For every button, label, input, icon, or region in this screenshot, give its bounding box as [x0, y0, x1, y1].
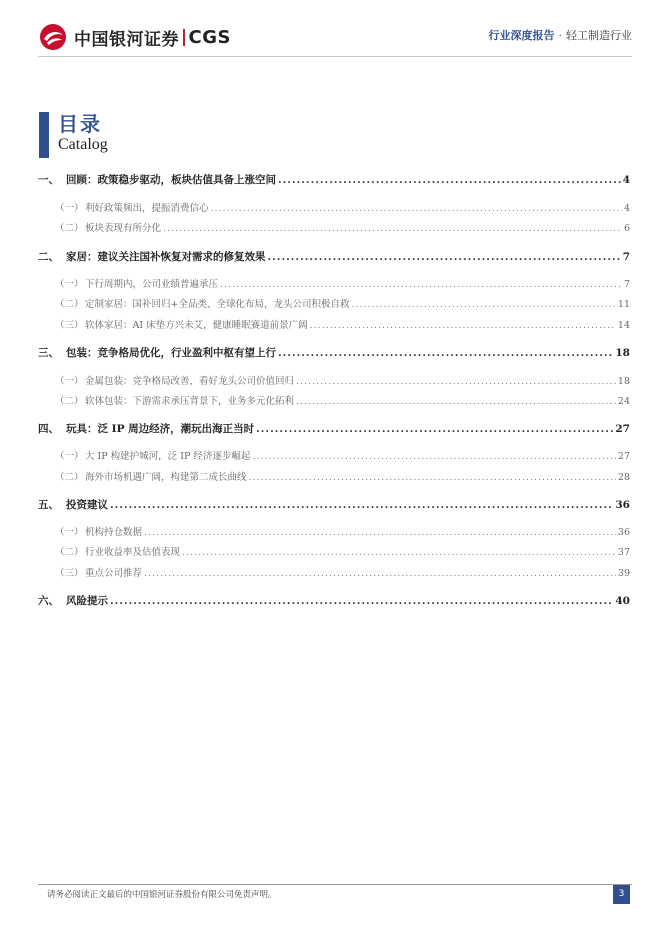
toc-section-entry[interactable] [38, 296, 630, 310]
toc-entry-page: 40 [615, 595, 630, 607]
page-header [0, 0, 662, 60]
toc-entry-title: 重点公司推荐 [85, 568, 143, 579]
report-category [489, 27, 633, 43]
toc-entry-page: 18 [617, 376, 630, 387]
logo-divider [183, 29, 185, 46]
toc-entry-title: 金属包装：竞争格局改善，看好龙头公司价值回归 [85, 376, 295, 387]
toc-dot-leader [252, 451, 616, 462]
footer-divider [38, 884, 632, 885]
toc-dot-leader [220, 279, 622, 290]
toc-entry-number: （二） [55, 223, 84, 234]
toc-entry-title: 软体家居：AI 床垫方兴未艾，健康睡眠赛道前景广阔 [85, 320, 308, 331]
toc-dot-leader [211, 203, 622, 214]
toc-entry-page: 14 [617, 320, 630, 331]
logo-cn-text: 中国银河证券 [74, 29, 179, 50]
disclaimer-text: 请务必阅读正文最后的中国银河证券股份有限公司免责声明。 [47, 890, 277, 900]
toc-dot-leader [310, 320, 616, 331]
toc-entry-number: 一、 [38, 174, 59, 186]
toc-entry-title: 大 IP 构建护城河，泛 IP 经济逐步崛起 [85, 451, 251, 462]
toc-entry-number: 四、 [38, 423, 59, 435]
company-logo [38, 22, 231, 52]
toc-entry-number: （二） [55, 396, 84, 407]
toc-entry-page: 4 [622, 174, 630, 186]
toc-section-entry[interactable] [38, 276, 630, 290]
toc-dot-leader [163, 223, 622, 234]
toc-entry-number: （二） [55, 472, 84, 483]
toc-section-entry[interactable] [38, 200, 630, 214]
report-type-label: 行业深度报告 [488, 29, 555, 42]
toc-entry-title: 板块表现有所分化 [85, 223, 162, 234]
header-separator: · [558, 29, 562, 42]
toc-section-entry[interactable] [38, 544, 630, 558]
toc-section-entry[interactable] [38, 393, 630, 407]
toc-chapter-entry[interactable] [38, 421, 630, 436]
toc-entry-title: 玩具：泛 IP 周边经济，潮玩出海正当时 [66, 423, 255, 435]
toc-section-entry[interactable] [38, 524, 630, 538]
toc-dot-leader [268, 251, 621, 263]
toc-entry-number: （一） [55, 451, 84, 462]
industry-label: 轻工制造行业 [566, 29, 632, 42]
catalog-title-en: Catalog [58, 136, 108, 153]
toc-entry-page: 6 [623, 223, 630, 234]
toc-entry-page: 28 [617, 472, 630, 483]
header-divider [38, 56, 632, 57]
page-number: 3 [613, 885, 630, 904]
toc-entry-title: 回顾：政策稳步驱动，板块估值具备上涨空间 [66, 174, 276, 186]
toc-section-entry[interactable] [38, 469, 630, 483]
toc-entry-page: 7 [623, 279, 630, 290]
toc-dot-leader [278, 174, 621, 186]
toc-entry-page: 18 [615, 347, 630, 359]
toc-entry-title: 下行周期内，公司业绩普遍承压 [85, 279, 219, 290]
toc-dot-leader [256, 423, 613, 435]
toc-entry-number: 三、 [38, 347, 59, 359]
toc-entry-number: （三） [55, 568, 84, 579]
title-accent-bar [39, 112, 49, 158]
toc-section-entry[interactable] [38, 565, 630, 579]
toc-section-entry[interactable] [38, 317, 630, 331]
toc-entry-page: 37 [617, 547, 630, 558]
toc-entry-title: 海外市场机遇广阔，构建第二成长曲线 [85, 472, 247, 483]
toc-chapter-entry[interactable] [38, 593, 630, 608]
toc-entry-title: 投资建议 [66, 499, 108, 511]
toc-dot-leader [144, 568, 616, 579]
toc-entry-page: 27 [615, 423, 630, 435]
toc-entry-number: （二） [55, 547, 84, 558]
toc-entry-page: 24 [617, 396, 630, 407]
toc-entry-number: 五、 [38, 499, 59, 511]
logo-en-text: CGS [188, 26, 231, 48]
toc-entry-title: 利好政策频出，提振消费信心 [85, 203, 209, 214]
toc-entry-number: （一） [55, 376, 84, 387]
toc-entry-number: 二、 [38, 251, 59, 263]
toc-chapter-entry[interactable] [38, 497, 630, 512]
toc-entry-page: 11 [617, 299, 630, 310]
toc-entry-page: 36 [615, 499, 630, 511]
toc-chapter-entry[interactable] [38, 172, 630, 187]
toc-entry-page: 4 [623, 203, 630, 214]
toc-section-entry[interactable] [38, 448, 630, 462]
toc-entry-title: 机构持仓数据 [85, 527, 143, 538]
catalog-title-cn: 目录 [58, 112, 102, 136]
toc-dot-leader [110, 595, 613, 607]
toc-entry-number: （一） [55, 279, 84, 290]
toc-entry-title: 软体包装：下游需求承压背景下，业务多元化拓利 [85, 396, 295, 407]
toc-entry-number: （二） [55, 299, 84, 310]
toc-dot-leader [278, 347, 613, 359]
toc-dot-leader [144, 527, 616, 538]
toc-section-entry[interactable] [38, 373, 630, 387]
toc-entry-number: （一） [55, 527, 84, 538]
toc-dot-leader [249, 472, 616, 483]
toc-entry-title: 风险提示 [66, 595, 108, 607]
toc-entry-title: 行业收益率及估值表现 [85, 547, 181, 558]
toc-dot-leader [351, 299, 615, 310]
toc-chapter-entry[interactable] [38, 249, 630, 264]
cgs-logo-icon [38, 22, 68, 52]
toc-entry-page: 7 [622, 251, 630, 263]
toc-entry-number: 六、 [38, 595, 59, 607]
toc-dot-leader [296, 376, 616, 387]
toc-dot-leader [296, 396, 616, 407]
toc-entry-page: 39 [617, 568, 630, 579]
toc-entry-title: 家居：建议关注国补恢复对需求的修复效果 [66, 251, 266, 263]
toc-entry-title: 包装：竞争格局优化，行业盈利中枢有望上行 [66, 347, 276, 359]
toc-entry-page: 36 [617, 527, 630, 538]
toc-entry-title: 定制家居：国补回归+全品类、全球化布局，龙头公司积极自救 [85, 299, 350, 310]
toc-dot-leader [110, 499, 613, 511]
toc-entry-number: （三） [55, 320, 84, 331]
toc-dot-leader [182, 547, 616, 558]
toc-entry-number: （一） [55, 203, 84, 214]
toc-entry-page: 27 [617, 451, 630, 462]
toc-chapter-entry[interactable] [38, 345, 630, 360]
toc-section-entry[interactable] [38, 220, 630, 234]
